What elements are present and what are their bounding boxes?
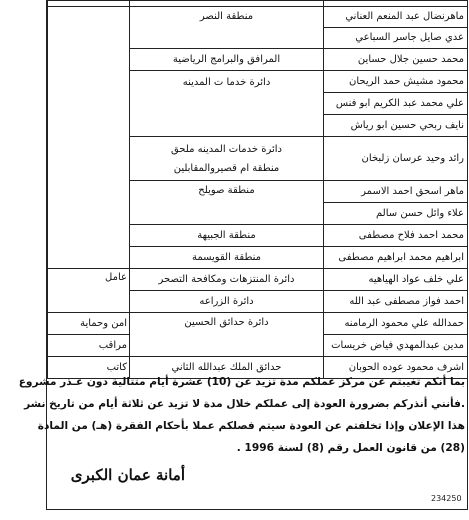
table-row (48, 269, 468, 291)
work-unit: دائرة خدما ت المدينه (130, 71, 324, 137)
job-title: كاتب (48, 357, 130, 379)
work-unit-line-1: دائرة خدمات المدينه ملحق (170, 143, 283, 155)
notice-paragraph (18, 371, 465, 459)
notice-line: بما أنكم تغيبتم عن مركز عملكم مدة تزيد عن (10) عشرة أيام متتالية دون عـذر مشروع (18, 376, 465, 388)
job-title (48, 7, 130, 269)
work-unit: منطقة النصر (130, 7, 324, 49)
work-unit: دائرة الزراعه (130, 291, 324, 313)
work-unit: المرافق والبرامج الرياضية (130, 49, 324, 71)
work-unit: دائرة حدائق الحسين (130, 313, 324, 357)
issuer-signature: أمانة عمان الكبرى (70, 466, 185, 484)
employee-name: مدين عبدالمهدي فياض خريسات (324, 335, 468, 357)
employee-name: محمود مشيش حمد الريحان (324, 71, 468, 93)
job-title: امن وحماية (48, 313, 130, 335)
employee-name: اشرف محمود عوده الحوبان (324, 357, 468, 379)
work-unit: منطقة الجبيهة (130, 225, 324, 247)
employee-name: حمدالله علي محمود الرمامنه (324, 313, 468, 335)
employee-name: ابراهيم محمد ابراهيم مصطفى (324, 247, 468, 269)
work-unit-line-2: منطقة ام قصيروالمقابلين (173, 162, 280, 174)
job-title: عامل (48, 269, 130, 313)
employee-name: ماهر اسحق احمد الاسمر (324, 181, 468, 203)
employee-name: علي محمد عبد الكريم ابو فنس (324, 93, 468, 115)
work-unit: منطقة القويسمة (130, 247, 324, 269)
work-unit: دائرة المنتزهات ومكافحة التصحر (130, 269, 324, 291)
employee-name: احمد فواز مصطفى عبد الله (324, 291, 468, 313)
notice-frame (18, 0, 468, 510)
employee-name: ماهرنضال عبد المنعم العناني (324, 7, 468, 28)
notice-line: (28) من قانون العمل رقم (8) لسنة 1996 . (236, 442, 465, 454)
employee-name: نايف ربحي حسين ابو رياش (324, 115, 468, 137)
reference-number: 234250 (431, 494, 462, 503)
employee-name: علاء وائل حسن سالم (324, 203, 468, 225)
job-title: مراقب (48, 335, 130, 357)
work-unit (130, 137, 324, 181)
employee-name: رائد وحيد عرسان زلبخان (324, 137, 468, 181)
notice-line: هذا الإعلان وإذا تخلفتم عن العودة سيتم فصلكم عملا بأحكام الفقرة (هـ) من المادة (37, 420, 465, 432)
table-row (48, 7, 468, 28)
employee-table (47, 0, 468, 379)
work-unit: منطقة صويلح (130, 181, 324, 225)
table-row (48, 313, 468, 335)
employee-name: محمد احمد فلاح مصطفى (324, 225, 468, 247)
work-unit: حدائق الملك عبدالله الثاني (130, 357, 324, 379)
employee-name: علي خلف عواد الهياهيه (324, 269, 468, 291)
notice-line: .فأنني أنذركم بضرورة العودة إلى عملكم خلال مدة لا تزيد عن ثلاثة أيام من تاريخ نشر (24, 398, 465, 410)
employee-name: عدي صايل جاسر السباعي (324, 28, 468, 49)
employee-name: محمد حسين جلال حساين (324, 49, 468, 71)
